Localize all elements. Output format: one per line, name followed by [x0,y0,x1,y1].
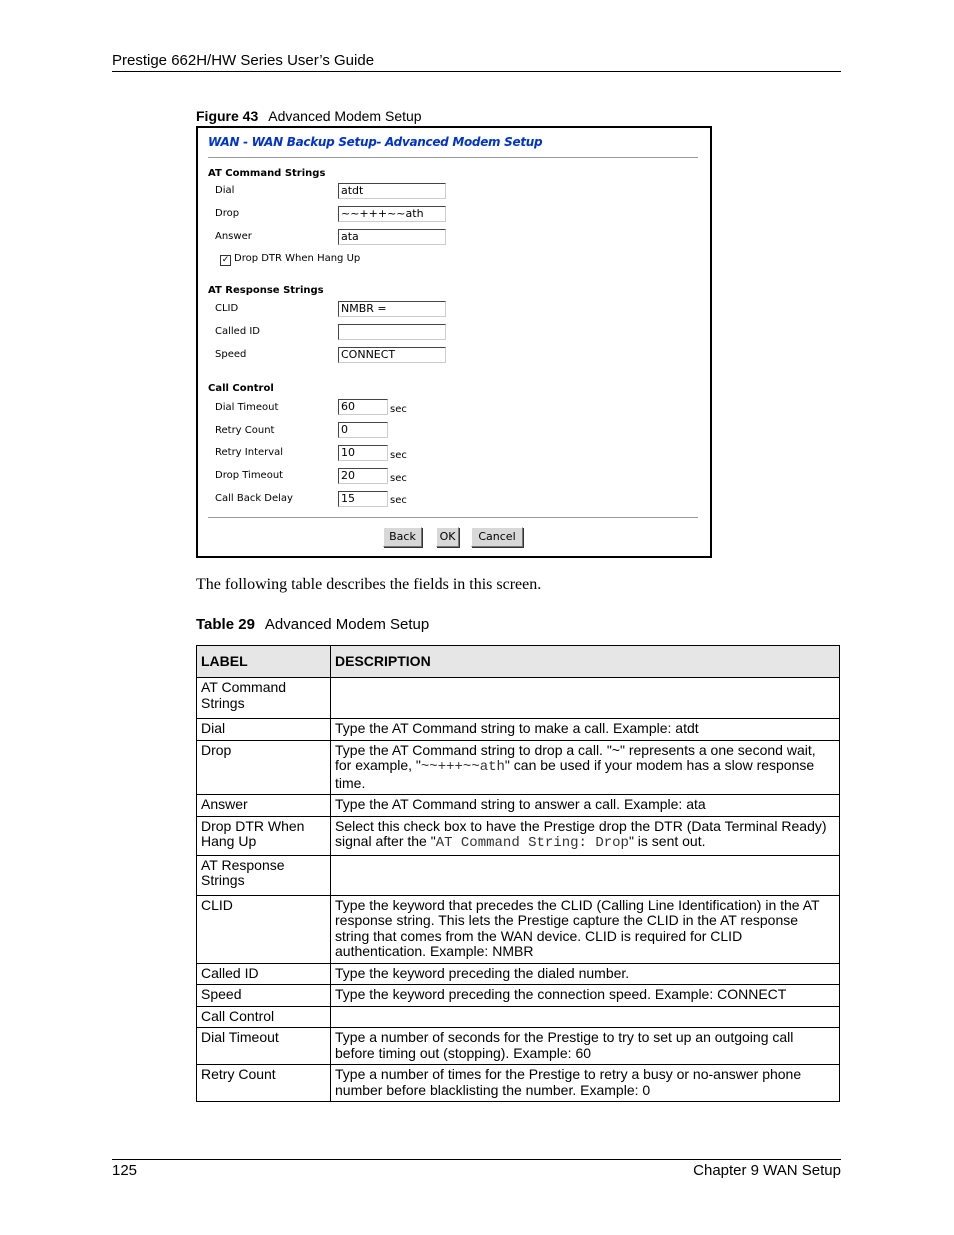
row-description: Type the AT Command string to answer a call. Example: ata [331,795,840,817]
figure-number: Figure 43 [196,108,259,124]
page-number: 125 [112,1162,138,1179]
retry-interval-label: Retry Interval [215,447,284,458]
clid-label: CLID [215,303,239,314]
table-number: Table 29 [196,616,255,633]
page-header-title: Prestige 662H/HW Series User’s Guide [112,52,375,69]
intro-paragraph: The following table describes the fields in this screen. [196,576,542,593]
table-row [197,963,840,985]
table-caption [196,616,429,633]
call-back-delay-label: Call Back Delay [215,493,293,504]
speed-input[interactable]: CONNECT [338,347,446,363]
retry-interval-unit: sec [390,450,407,461]
row-description [331,816,840,855]
drop-timeout-input[interactable]: 20 [338,468,388,484]
description-code: ~~+++~~ath [420,759,505,775]
clid-input[interactable]: NMBR = [338,301,446,317]
row-label: AT Command Strings [197,678,331,719]
description-text: " is sent out. [628,833,706,849]
row-description [331,1006,840,1028]
dial-timeout-unit: sec [390,404,407,415]
row-description: Type the keyword preceding the dialed number. [331,963,840,985]
chapter-title: Chapter 9 WAN Setup [693,1162,841,1179]
drop-timeout-unit: sec [390,473,407,484]
table-caption-text: Advanced Modem Setup [264,616,430,633]
retry-count-input[interactable]: 0 [338,422,388,438]
figure-caption-text: Advanced Modem Setup [268,108,422,124]
row-label: CLID [197,895,331,963]
table-row [197,719,840,741]
dial-input[interactable]: atdt [338,183,446,199]
drop-input[interactable]: ~~+++~~ath [338,206,446,222]
answer-label: Answer [215,231,252,242]
row-label: AT Response Strings [197,855,331,895]
table-row [197,985,840,1007]
called-id-label: Called ID [215,326,260,337]
retry-count-label: Retry Count [215,425,275,436]
row-label: Speed [197,985,331,1007]
call-back-delay-input[interactable]: 15 [338,491,388,507]
drop-timeout-label: Drop Timeout [215,470,284,481]
row-label: Called ID [197,963,331,985]
label-column-header: LABEL [197,646,331,678]
row-label: Dial [197,719,331,741]
description-text: Select this check box to have the Prestige drop the DTR (Data Terminal Ready) signal after the " [335,817,827,849]
row-label: Drop [197,740,331,795]
table-row [197,1006,840,1028]
dial-timeout-label: Dial Timeout [215,402,279,413]
table-row [197,816,840,855]
row-label: Retry Count [197,1065,331,1102]
row-label: Call Control [197,1006,331,1028]
table-row [197,740,840,795]
description-text: " can be used if your modem has a slow response time. [335,757,815,791]
table-header-row [197,646,840,678]
speed-label: Speed [215,349,247,360]
table-row [197,795,840,817]
header-divider [112,71,841,72]
drop-dtr-label: Drop DTR When Hang Up [234,253,361,264]
table-row [197,1028,840,1065]
field-description-table [196,645,840,1102]
description-column-header: DESCRIPTION [331,646,840,678]
window-title: WAN - WAN Backup Setup- Advanced Modem Setup [208,135,543,149]
row-description [331,855,840,895]
table-row [197,855,840,895]
section-at-response: AT Response Strings [208,285,324,296]
section-at-command: AT Command Strings [208,168,326,179]
answer-input[interactable]: ata [338,229,446,245]
row-description: Type the keyword preceding the connection speed. Example: CONNECT [331,985,840,1007]
row-label: Answer [197,795,331,817]
advanced-modem-setup-screenshot [196,126,712,558]
description-text: Type the AT Command string to drop a call. "~" represents a one second wait, for example, " [335,741,816,773]
called-id-input[interactable] [338,324,446,340]
back-button[interactable]: Back [383,527,422,547]
drop-dtr-checkbox[interactable]: ✓ [221,255,230,265]
row-description: Type the AT Command string to make a call. Example: atdt [331,719,840,741]
dial-timeout-input[interactable]: 60 [338,399,388,415]
button-divider [208,517,698,519]
ok-button[interactable]: OK [436,527,459,547]
row-description: Type a number of seconds for the Prestige to try to set up an outgoing call before timing out (stopping). Example: 60 [331,1028,840,1065]
dial-label: Dial [215,185,235,196]
drop-dtr-row[interactable] [220,253,360,266]
table-row [197,1065,840,1102]
retry-interval-input[interactable]: 10 [338,445,388,461]
row-description [331,740,840,795]
footer-divider [112,1159,841,1160]
row-description: Type a number of times for the Prestige to retry a busy or no-answer phone number before blacklisting the number. Example: 0 [331,1065,840,1102]
section-call-control: Call Control [208,383,274,394]
cancel-button[interactable]: Cancel [471,527,523,547]
table-row [197,895,840,963]
call-back-delay-unit: sec [390,495,407,506]
figure-caption [196,108,422,124]
description-code: AT Command String: Drop [435,835,629,851]
row-label: Drop DTR When Hang Up [197,816,331,855]
row-label: Dial Timeout [197,1028,331,1065]
title-divider [208,157,698,159]
table-row [197,678,840,719]
drop-label: Drop [215,208,240,219]
row-description: Type the keyword that precedes the CLID (Calling Line Identification) in the AT response string. This lets the Prestige capture the CLID in the AT response string that comes from the WAN device. CLID is required for CLID authentication. Example: NMBR [331,895,840,963]
row-description [331,678,840,719]
